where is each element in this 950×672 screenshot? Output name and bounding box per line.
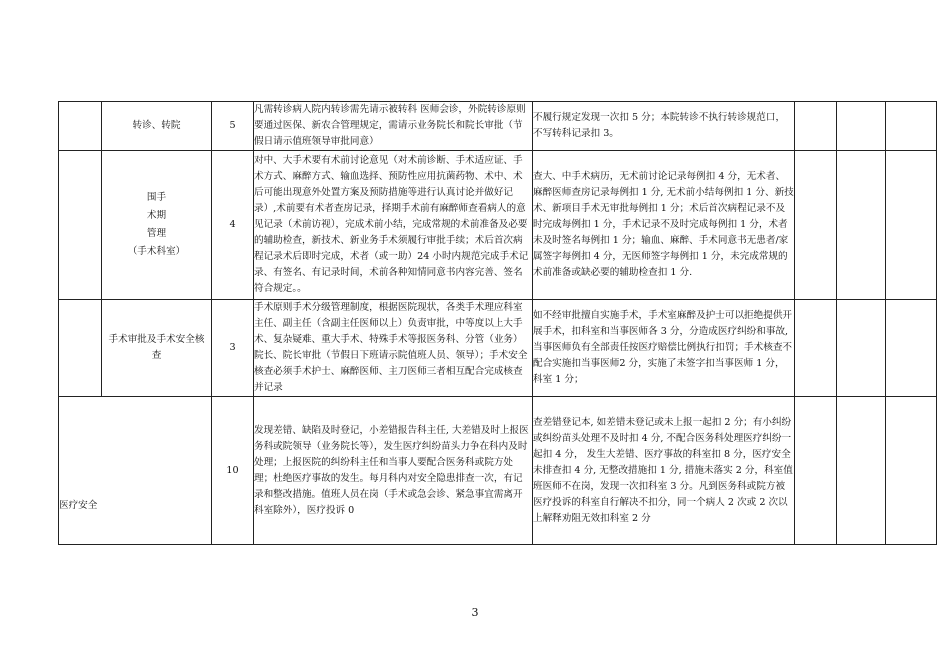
- page-number: 3: [471, 606, 479, 619]
- score-cell: 10: [212, 397, 254, 545]
- blank-cell: [886, 397, 937, 545]
- item-line: 围手: [146, 192, 167, 203]
- item-line: 术期: [146, 210, 167, 221]
- blank-cell: [837, 300, 886, 397]
- blank-cell: [795, 151, 837, 300]
- item-cell: 手术审批及手术安全核查: [102, 300, 212, 397]
- score-cell: 4: [212, 151, 254, 300]
- requirement-cell: 手术原则手术分级管理制度，根据医院现状，各类手术理应科室主任、副主任（含副主任医师以上）负责审批，中等度以上大手术、复杂疑难、重大手术、特殊手术等报医务科、分管（业务）院长、院长审批（节假日下班请示院值班人员、领导）；手术安全核查必须手术护士、麻醉医师、主刀医师三者相互配合完成核查并记录: [254, 300, 533, 397]
- requirement-cell: 发现差错、缺陷及时登记，小差错报告科主任, 大差错及时上报医务科或院领导（业务院长等），发生医疗纠纷苗头力争在科内及时处理；上报医院的纠纷科主任和当事人要配合医务科或院方处理；杜绝医疗事故的发生。每月科内对安全隐患排查一次，有记录和整改措施。值班人员在岗（手术或急会诊、紧急事宜需离开科室除外），医疗投诉 0: [254, 397, 533, 545]
- deduction-cell: 不履行规定发现一次扣 5 分；本院转诊不执行转诊规范口，不写转科记录扣 3。: [533, 102, 795, 151]
- deduction-cell: 如不经审批擅自实施手术，手术室麻醉及护士可以拒绝提供开展手术，扣科室和当事医师各 3 分，分造成医疗纠纷和事故,当事医师负有全部责任按医疗赔偿比例执行扣罚；手术核查不配合实施扣当事医师2 分，实施了未签字扣当事医师 1 分，科室 1 分；: [533, 300, 795, 397]
- table-row: [59, 300, 937, 397]
- category-cell-empty: [59, 102, 102, 151]
- blank-cell: [795, 397, 837, 545]
- deduction-cell: 查差错登记本, 如差错未登记或未上报一起扣 2 分；有小纠纷或纠纷苗头处理不及时扣 4 分, 不配合医务科处理医疗纠纷一起扣 4 分， 发生大差错、医疗事故的科室扣 8 分，医疗安全未排查扣 4 分, 无整改措施扣 1 分, 措施未落实 2 分，科室值班医师不在岗，发现一次扣科室 3 分。凡到医务科或院方被医疗投诉的科室自行解决不扣分，同一个病人 2 次或 2 次以上解释劝阻无效扣科室 2 分: [533, 397, 795, 545]
- category-cell-empty: [59, 300, 102, 397]
- table-row: [59, 397, 937, 545]
- assessment-table: [58, 101, 937, 545]
- blank-cell: [886, 151, 937, 300]
- item-line: （手术科室）: [127, 246, 186, 257]
- requirement-cell: 凡需转诊病人院内转诊需先请示被转科 医师会诊，外院转诊原则要通过医保、新农合管理规定，需请示业务院长和院长审批（节假日请示值班领导审批同意）: [254, 102, 533, 151]
- category-cell: 医疗安全: [59, 397, 212, 545]
- score-cell: 3: [212, 300, 254, 397]
- item-cell: 转诊、转院: [102, 102, 212, 151]
- blank-cell: [886, 300, 937, 397]
- item-line: 管理: [146, 228, 167, 239]
- blank-cell: [837, 397, 886, 545]
- requirement-cell: 对中、大手术要有术前讨论意见（对术前诊断、手术适应证、手术方式、麻醉方式、输血选择、预防性应用抗菌药物、术中、术后可能出现意外处置方案及预防措施等进行认真讨论并做好记录）,术前要有术者查房记录，择期手术前有麻醉师查看病人的意见记录（术前访视），完成术前小结，完成常规的术前准备及必要的辅助检查，新技术、新业务手术须履行审批手续；术后首次病程记录术后即时完成，术者（或一助）24 小时内规范完成手术记录、有签名、有记录时间，术前各种知情同意书内容完善、签名符合规定。。: [254, 151, 533, 300]
- deduction-cell: 查大、中手术病历，无术前讨论记录每例扣 4 分，无术者、麻醉医师查房记录每例扣 1 分, 无术前小结每例扣 1 分、新技术、新项目手术无审批每例扣 1 分；术后首次病程记录不及时完成每例扣 1 分，手术记录不及时完成每例扣 1 分，术者未及时签名每例扣 1 分；输血、麻醉、手术同意书无患者/家属签字每例扣 4 分，无医师签字每例扣 1 分，未完成常规的术前准备或缺必要的辅助检查扣 1 分.: [533, 151, 795, 300]
- blank-cell: [795, 102, 837, 151]
- table-row: [59, 151, 937, 300]
- category-cell-empty: [59, 151, 102, 300]
- score-cell: 5: [212, 102, 254, 151]
- blank-cell: [837, 102, 886, 151]
- blank-cell: [837, 151, 886, 300]
- table-row: [59, 102, 937, 151]
- item-cell: [102, 151, 212, 300]
- blank-cell: [886, 102, 937, 151]
- blank-cell: [795, 300, 837, 397]
